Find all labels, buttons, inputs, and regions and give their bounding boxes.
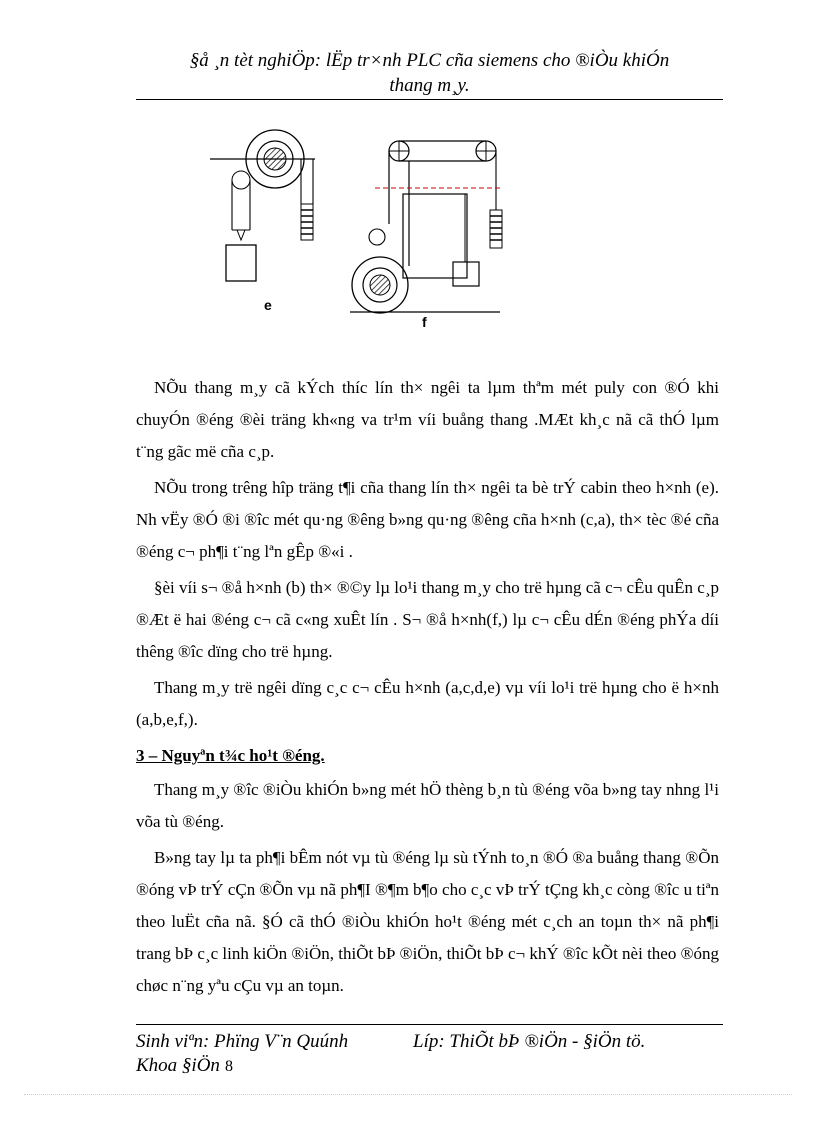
footer-faculty-cell [136, 1054, 413, 1079]
paragraph: NÕu thang m¸y cã kÝch thíc lín th× ngêi ta lµm thªm mét puly con ®Ó khi chuyÓn ®éng ®èi träng kh«ng va tr¹m víi buång thang .MÆt kh¸c nã cã thÓ lµm t¨ng gãc më cña c¸p. [136, 378, 719, 461]
paragraph: §èi víi s¬ ®å h×nh (b) th× ®©y lµ lo¹i thang m¸y cho trë hµng cã c¬ cÊu quÊn c¸p ®Æt ë hai ®éng c¬ cã c«ng xuÊt lín . S¬ ®å h×nh(f,) lµ c¬ cÊu dÉn ®éng phÝa díi thêng ®îc dïng cho trë hµng. [136, 578, 719, 661]
paragraph: Thang m¸y trë ngêi dïng c¸c c¬ cÊu h×nh (a,c,d,e) vµ víi lo¹i trë hµng cho ë h×nh (a,b,e,f,). [136, 678, 719, 729]
body-text [136, 372, 719, 1006]
footer-faculty: Khoa §iÖn [136, 1055, 220, 1076]
paragraph: Thang m¸y ®îc ®iÒu khiÓn b»ng mét hÖ thèng b¸n tù ®éng võa b»ng tay nhng l¹i võa tù ®éng. [136, 780, 719, 831]
header-line-2: thang m¸y. [389, 75, 470, 96]
header-line-1: §å ¸n tèt nghiÖp: lËp tr×nh PLC cña siemens cho ®iÒu khiÓn [189, 50, 670, 71]
paragraph: NÕu trong trêng hîp träng t¶i cña thang lín th× ngêi ta bè trÝ cabin theo h×nh (e). Nh vËy ®Ó ®i ®îc mét qu·ng ®êng b»ng qu·ng ®êng cña h×nh (c,a), th× tèc ®é cña ®éng c¬ ph¶i t¨ng lªn gÊp ®«i . [136, 478, 719, 561]
paragraph: B»ng tay lµ ta ph¶i bÊm nót vµ tù ®éng lµ sù tÝnh to¸n ®Ó ®a buång thang ®Õn ®óng vÞ trÝ cÇn ®Õn vµ nã ph¶I ®¶m b¶o cho c¸c vÞ trÝ tÇng kh¸c còng ®îc u tiªn theo luËt cña nã. §Ó cã thÓ ®iÒu khiÓn ho¹t ®éng mét c¸ch an toµn th× nã ph¶i trang bÞ c¸c linh kiÖn ®iÖn, thiÕt bÞ ®iÖn, thiÕt bÞ c¬ khÝ ®îc kÕt nèi theo ®óng chøc n¨ng yªu cÇu vµ an toµn. [136, 848, 720, 995]
footer-rule [136, 1024, 723, 1025]
page-header [136, 48, 723, 98]
figure-f [350, 141, 502, 330]
header-rule [136, 99, 723, 100]
footer-class: Líp: ThiÕt bÞ ®iÖn - §iÖn tö. [413, 1031, 646, 1052]
page-number: 8 [224, 1058, 233, 1075]
figure-label-f: f [422, 314, 427, 330]
page-footer [136, 1030, 723, 1079]
figure-label-e: e [264, 297, 272, 313]
section-title: 3 – Nguyªn t¾c ho¹t ®éng. [136, 746, 325, 765]
elevator-diagram [200, 122, 520, 334]
figure-e [210, 130, 315, 313]
footer-student: Sinh viªn: Phïng V¨n Quúnh [136, 1031, 349, 1052]
page-boundary [24, 1094, 792, 1095]
